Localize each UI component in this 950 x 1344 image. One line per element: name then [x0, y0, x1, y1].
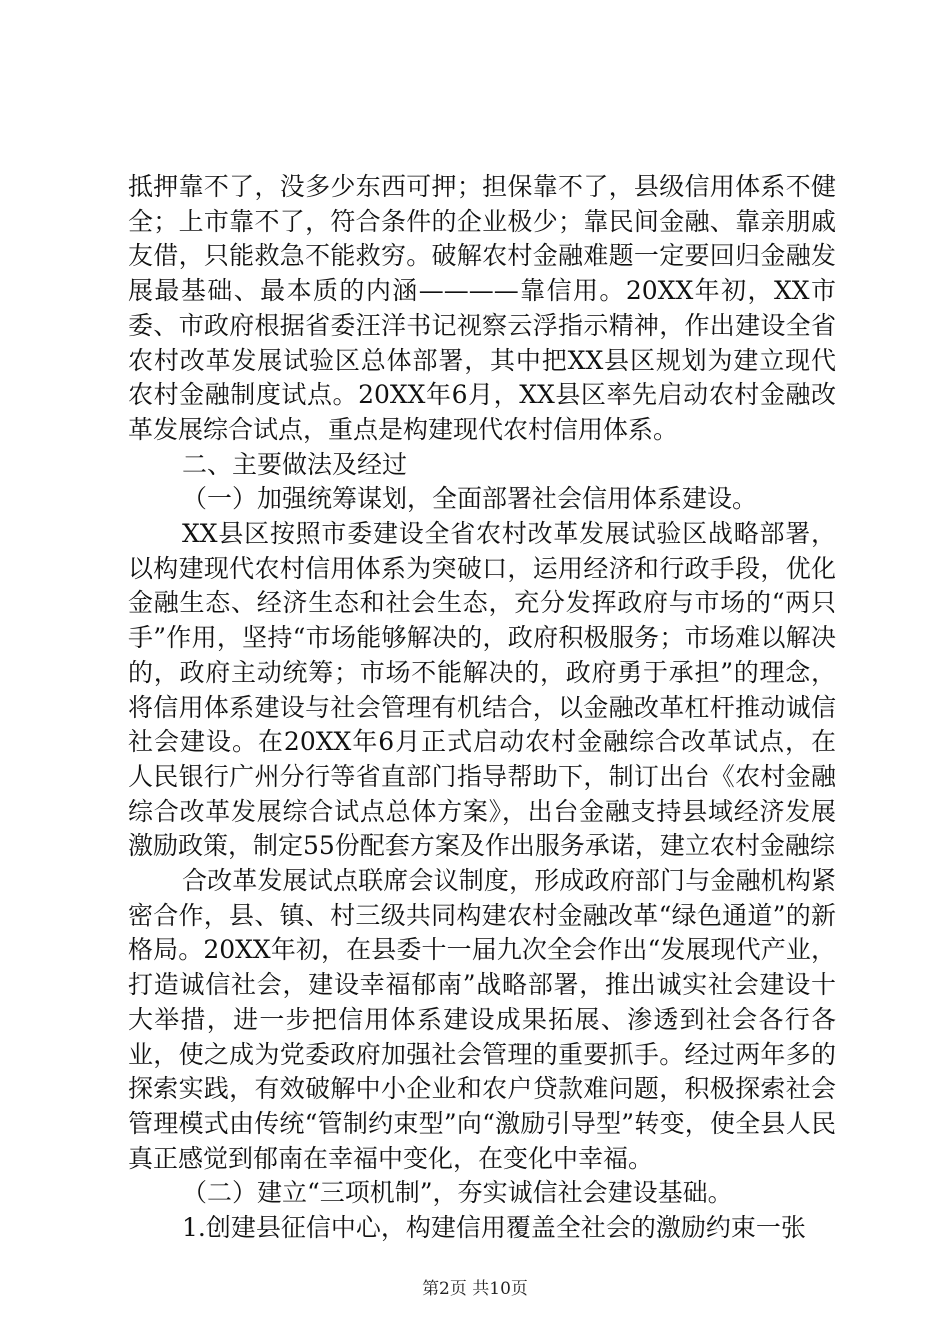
paragraph-financing-difficulty: 抵押靠不了，没多少东西可押；担保靠不了，县级信用体系不健全；上市靠不了，符合条件的企业极少；靠民间金融、靠亲朋戚友借，只能救急不能救穷。破解农村金融难题一定要回归金融发展最基础、最本质的内涵————靠信用。20XX年初，XX市委、市政府根据省委汪洋书记视察云浮指示精神，作出建设全省农村改革发展试验区总体部署，其中把XX县区规划为建立现代农村金融制度试点。20XX年6月，XX县区率先启动农村金融改革发展综合试点，重点是构建现代农村信用体系。: [128, 172, 836, 444]
subsection-heading-2: （二）建立“三项机制”，夯实诚信社会建设基础。: [182, 1178, 733, 1208]
paragraph-strategy: XX县区按照市委建设全省农村改革发展试验区战略部署，以构建现代农村信用体系为突破口，运用经济和行政手段，优化金融生态、经济生态和社会生态，充分发挥政府与市场的“两只手”作用，坚持“市场能够解决的，政府积极服务；市场难以解决的，政府主动统筹；市场不能解决的，政府勇于承担”的理念，将信用体系建设与社会管理有机结合，以金融改革杠杆推动诚信社会建设。在20XX年6月正式启动农村金融综合改革试点，在人民银行广州分行等省直部门指导帮助下，制订出台《农村金融综合改革发展综合试点总体方案》，出台金融支持县域经济发展激励政策，制定55份配套方案及作出服务承诺，建立农村金融综: [128, 519, 836, 861]
document-body: [128, 170, 836, 1246]
section-heading-main-practices: 二、主要做法及经过: [182, 449, 408, 479]
page-number-footer: 第2页 共10页: [422, 1279, 528, 1299]
paragraph-joint-meeting: 合改革发展试点联席会议制度，形成政府部门与金融机构紧密合作，县、镇、村三级共同构建农村金融改革“绿色通道”的新格局。20XX年初，在县委十一届九次全会作出“发展现代产业，打造诚信社会，建设幸福郁南”战略部署，推出诚实社会建设十大举措，进一步把信用体系建设成果拓展、渗透到社会各行各业，使之成为党委政府加强社会管理的重要抓手。经过两年多的探索实践，有效破解中小企业和农户贷款难问题，积极探索社会管理模式由传统“管制约束型”向“激励引导型”转变，使全县人民真正感觉到郁南在幸福中变化，在变化中幸福。: [128, 866, 836, 1173]
paragraph-credit-center: 1.创建县征信中心，构建信用覆盖全社会的激励约束一张: [182, 1213, 806, 1243]
subsection-heading-1: （一）加强统筹谋划，全面部署社会信用体系建设。: [182, 484, 758, 514]
